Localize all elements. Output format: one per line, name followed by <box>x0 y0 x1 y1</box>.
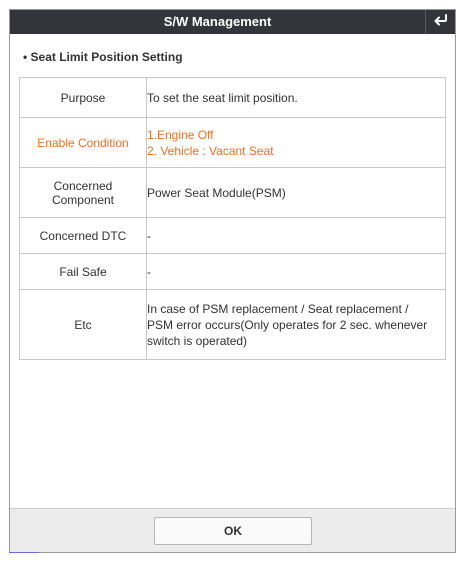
section-title: • Seat Limit Position Setting <box>23 50 183 64</box>
table-row <box>20 218 446 254</box>
row-label: Concerned DTC <box>20 218 147 254</box>
row-value <box>147 290 446 360</box>
table-row <box>20 78 446 118</box>
value-line: - <box>147 264 151 279</box>
table-row <box>20 254 446 290</box>
return-arrow-icon <box>434 13 448 31</box>
value-line: To set the seat limit position. <box>147 90 298 105</box>
row-label: Enable Condition <box>20 118 147 168</box>
ok-button[interactable]: OK <box>154 517 312 545</box>
value-line: - <box>147 228 151 243</box>
row-value <box>147 118 446 168</box>
info-table <box>19 77 446 360</box>
value-line: 2. Vehicle : Vacant Seat <box>147 143 274 158</box>
sw-management-window <box>9 9 456 553</box>
row-value <box>147 168 446 218</box>
label-line: Concerned <box>53 178 113 193</box>
row-value <box>147 218 446 254</box>
value-line: In case of PSM replacement / Seat replacement / <box>147 301 409 316</box>
table-row <box>20 168 446 218</box>
row-label: Etc <box>20 290 147 360</box>
focus-indicator <box>9 552 39 553</box>
value-line: switch is operated) <box>147 333 248 348</box>
row-label <box>20 168 147 218</box>
back-button[interactable] <box>425 10 455 34</box>
value-line: PSM error occurs(Only operates for 2 sec. whenever <box>147 317 428 332</box>
table-row <box>20 290 446 360</box>
value-line: 1.Engine Off <box>147 127 214 142</box>
label-line: Component <box>51 192 115 207</box>
table-row <box>20 118 446 168</box>
window-title: S/W Management <box>163 14 272 29</box>
row-value <box>147 254 446 290</box>
row-label: Purpose <box>20 78 147 118</box>
footer-bar <box>10 508 455 552</box>
row-label: Fail Safe <box>20 254 147 290</box>
title-bar <box>10 10 455 34</box>
value-line: Power Seat Module(PSM) <box>147 185 286 200</box>
row-value <box>147 78 446 118</box>
